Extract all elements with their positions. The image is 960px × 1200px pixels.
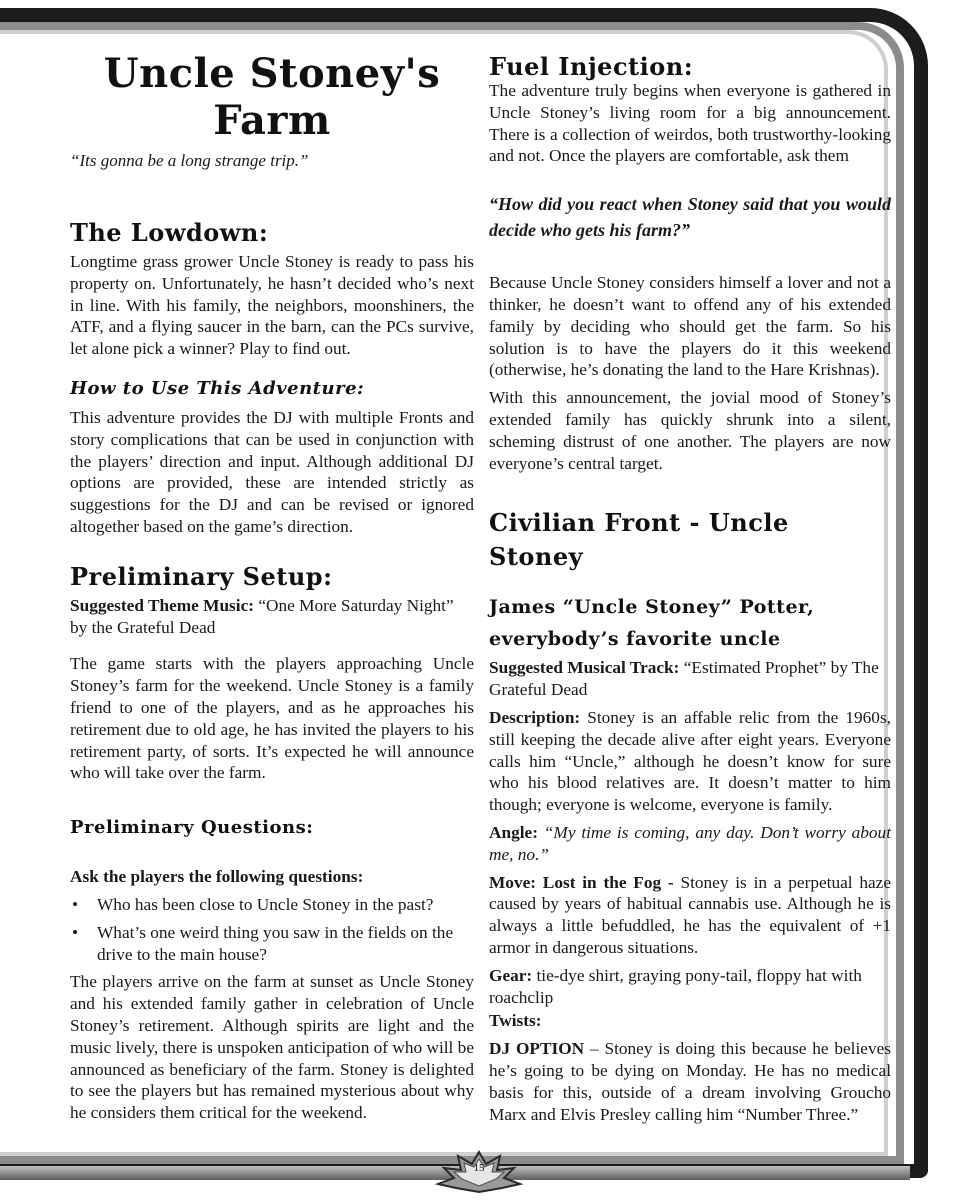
- angle: [489, 822, 891, 866]
- dj-option-value: – Stoney is doing this because he believes he’s going to be dying on Monday. He has no medical basis for this, outside of a dream involving Groucho Marx and Elvis Presley calling him “Number Three.”: [489, 1039, 891, 1124]
- questions-heading: Preliminary Questions:: [70, 817, 314, 839]
- gear: [489, 965, 891, 1009]
- fuel-body-1: The adventure truly begins when everyone is gathered in Uncle Stoney’s living room for a big announcement. There is a collection of weirdos, both trustworthy-looking and not. Once the players are comfortable, ask them: [489, 81, 891, 166]
- track-label: Suggested Musical Track:: [489, 658, 680, 678]
- right-column: [489, 50, 891, 1125]
- twists-label: Twists:: [489, 1011, 542, 1031]
- move-label: Move: Lost in the Fog -: [489, 872, 674, 892]
- fuel-body-2: Because Uncle Stoney considers himself a lover and not a thinker, he doesn’t want to offend any of his extended family by deciding who should get the farm. So his solution is to have the players do it this weekend (otherwise, he’s donating the land to the Hare Krishnas).: [489, 273, 891, 380]
- move: [489, 872, 891, 959]
- page-title: Uncle Stoney's Farm: [103, 50, 441, 144]
- setup-theme: [70, 595, 474, 639]
- dj-option: [489, 1038, 891, 1125]
- npc-name: James “Uncle Stoney” Potter, everybody’s favorite uncle: [489, 596, 815, 651]
- page-number: 15: [473, 1162, 485, 1174]
- setup-heading: Preliminary Setup:: [70, 561, 333, 591]
- left-column: [70, 50, 474, 1124]
- description: [489, 707, 891, 816]
- lowdown-body: Longtime grass grower Uncle Stoney is ready to pass his property on. Unfortunately, he hasn’t decided who’s next in line. With his family, the neighbors, moonshiners, the ATF, and a flying saucer in the barn, can the PCs survive, let alone pick a winner? Play to find out.: [70, 252, 474, 359]
- gear-label: Gear:: [489, 965, 533, 985]
- how-to-use-body: This adventure provides the DJ with multiple Fronts and story complications that can be used in conjunction with the players’ direction and input. Although additional DJ options are provided, these are intended strictly as suggestions for the DJ and can be revised or ignored altogether based on the game’s direction.: [70, 407, 474, 536]
- how-to-use-heading: How to Use This Adventure:: [70, 377, 365, 399]
- questions-body: The players arrive on the farm at sunset as Uncle Stoney and his extended family gather in celebration of Uncle Stoney’s retirement. Although spirits are light and the music lively, there is unspoken anticipation of who will be announced as beneficiary of the farm. Stoney is delighted to see the players but has remained mysterious about why he considers them critical for the weekend.: [70, 972, 474, 1123]
- list-item: • Who has been close to Uncle Stoney in the past?: [70, 894, 474, 916]
- description-label: Description:: [489, 707, 581, 727]
- move-value: Stoney is in a perpetual haze caused by years of habitual cannabis use. Although he is always a little befuddled, he has the equivalent of +1 armor in dangerous situations.: [489, 872, 891, 957]
- gear-value: tie-dye shirt, graying pony-tail, floppy hat with roachclip: [489, 965, 862, 1007]
- civilian-heading: Civilian Front - Uncle Stoney: [489, 508, 789, 572]
- setup-theme-label: Suggested Theme Music:: [70, 595, 255, 615]
- lowdown-heading: The Lowdown:: [70, 218, 269, 247]
- description-value: Stoney is an affable relic from the 1960s, still keeping the decade alive after eight years. Everyone calls him “Uncle,” although he doesn’t know for sure who his blood relatives are. It doesn’t matter to him though; everyone is welcome, everyone is family.: [489, 707, 891, 815]
- track-line: [489, 657, 891, 701]
- setup-body: The game starts with the players approaching Uncle Stoney’s farm for the weekend. Uncle Stoney is a family friend to one of the players, and as he approaches his retirement due to old age, he has invited the players to his retirement party, of sorts. It’s expected he will announce who will take over the farm.: [70, 654, 474, 783]
- angle-value: “My time is coming, any day. Don’t worry about me, no.”: [489, 822, 891, 864]
- setup-theme-value: “One More Saturday Night” by the Grateful Dead: [70, 595, 454, 637]
- fuel-quote: “How did you react when Stoney said that you would decide who gets his farm?”: [489, 194, 891, 241]
- list-item: • What’s one weird thing you saw in the fields on the drive to the main house?: [70, 922, 474, 966]
- fuel-body-3: With this announcement, the jovial mood of Stoney’s extended family has quickly shrunk into a silent, scheming distrust of one another. The players are now everyone’s central target.: [489, 388, 891, 473]
- questions-list: [70, 894, 474, 965]
- tagline: “Its gonna be a long strange trip.”: [70, 151, 309, 170]
- track-value: “Estimated Prophet” by The Grateful Dead: [489, 658, 879, 700]
- questions-lead: Ask the players the following questions:: [70, 867, 364, 887]
- dj-option-label: DJ OPTION: [489, 1039, 585, 1059]
- angle-label: Angle:: [489, 822, 538, 842]
- fuel-heading: Fuel Injection:: [489, 52, 694, 81]
- page-number-badge: [434, 1150, 524, 1194]
